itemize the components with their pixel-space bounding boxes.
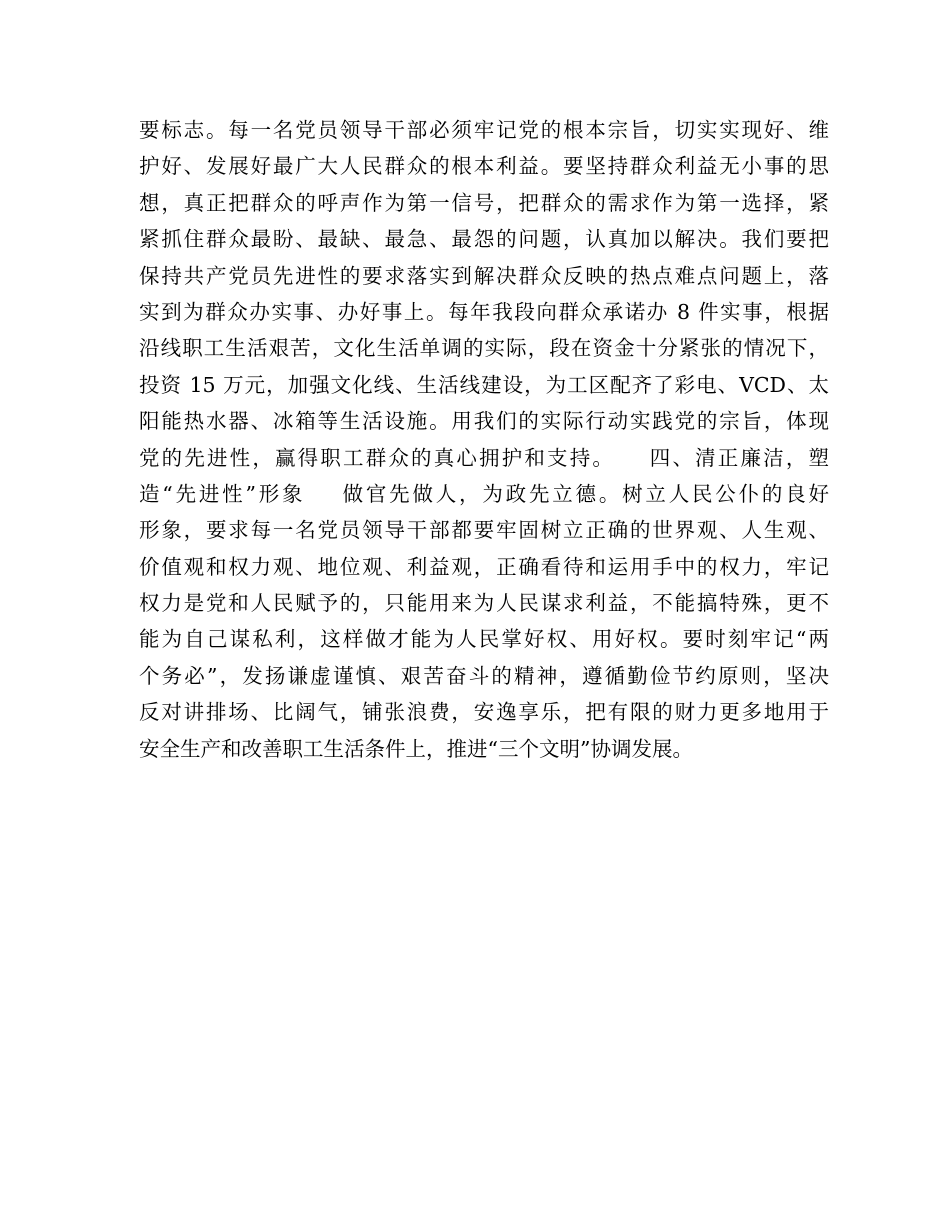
text-line-18: 安全生产和改善职工生活条件上，推进“三个文明”协调发展。 [139,736,693,761]
text-line-3: 想，真正把群众的呼声作为第一信号，把群众的需求作为第一选择，紧 [139,190,829,215]
text-line-17: 反对讲排场、比阔气，铺张浪费，安逸享乐，把有限的财力更多地用于 [139,700,829,725]
text-line-16: 个务必”，发扬谦虚谨慎、艰苦奋斗的精神，遵循勤俭节约原则，坚决 [139,663,829,688]
body-text [139,112,829,767]
text-line-8: 投资 15 万元，加强文化线、生活线建设，为工区配齐了彩电、VCD、太 [139,372,829,397]
text-line-12: 形象，要求每一名党员领导干部都要牢固树立正确的世界观、人生观、 [139,518,829,543]
text-line-10: 党的先进性，赢得职工群众的真心拥护和支持。 四、清正廉洁，塑 [139,445,829,470]
text-line-13: 价值观和权力观、地位观、利益观，正确看待和运用手中的权力，牢记 [139,554,829,579]
text-line-2: 护好、发展好最广大人民群众的根本利益。要坚持群众利益无小事的思 [139,154,829,179]
text-line-6: 实到为群众办实事、办好事上。每年我段向群众承诺办 8 件实事，根据 [139,299,829,324]
text-line-9: 阳能热水器、冰箱等生活设施。用我们的实际行动实践党的宗旨，体现 [139,409,829,434]
text-line-4: 紧抓住群众最盼、最缺、最急、最怨的问题，认真加以解决。我们要把 [139,227,829,252]
text-line-11: 造“先进性”形象 做官先做人，为政先立德。树立人民公仆的良好 [139,481,829,506]
text-line-7: 沿线职工生活艰苦，文化生活单调的实际，段在资金十分紧张的情况下， [139,336,829,361]
text-line-15: 能为自己谋私利，这样做才能为人民掌好权、用好权。要时刻牢记“两 [139,627,829,652]
text-line-14: 权力是党和人民赋予的，只能用来为人民谋求利益，不能搞特殊，更不 [139,591,829,616]
text-line-1: 要标志。每一名党员领导干部必须牢记党的根本宗旨，切实实现好、维 [139,118,829,142]
text-line-5: 保持共产党员先进性的要求落实到解决群众反映的热点难点问题上，落 [139,263,829,288]
